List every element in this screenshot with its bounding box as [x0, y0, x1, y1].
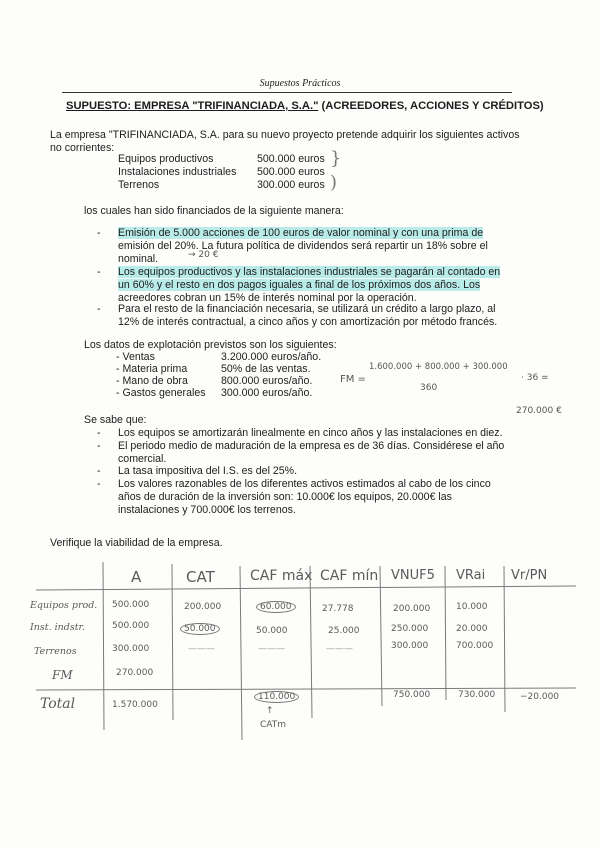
bullet-dash: - — [97, 303, 101, 315]
table-cell: 60.000 — [256, 602, 296, 612]
empty-dash: ——— — [326, 644, 353, 654]
empty-dash: ——— — [258, 644, 285, 654]
financing-line: Para el resto de la financiación necesaria, se utilizará un crédito a largo plazo, al — [118, 303, 496, 315]
asset-name: Equipos productivos — [118, 153, 214, 165]
financing-line: Los equipos productivos y las instalaciones industriales se pagarán al contado en — [118, 266, 501, 278]
table-header: VNUF5 — [391, 568, 435, 583]
known-line: La tasa impositiva del I.S. es del 25%. — [118, 465, 298, 477]
fm-numerator: 1.600.000 + 800.000 + 300.000 — [369, 362, 508, 372]
bullet-dash: - — [97, 266, 101, 278]
row-label: Equipos prod. — [30, 600, 98, 611]
fm-label: FM = — [340, 374, 366, 385]
operating-value: 50% de las ventas. — [221, 363, 311, 375]
operating-name: - Materia prima — [116, 363, 188, 375]
task-statement: Verifique la viabilidad de la empresa. — [50, 537, 223, 549]
known-line: instalaciones y 700.000€ los terrenos. — [118, 504, 296, 516]
fm-times: · 36 = — [521, 373, 549, 383]
title-main: SUPUESTO: EMPRESA "TRIFINANCIADA, S.A." — [66, 100, 319, 112]
known-intro: Se sabe que: — [84, 414, 147, 426]
row-label: FM — [52, 668, 73, 682]
operating-value: 3.200.000 euros/año. — [221, 351, 322, 363]
total-cell: 730.000 — [458, 690, 496, 700]
asset-value: 300.000 euros — [257, 179, 325, 191]
table-cell: 10.000 — [456, 602, 488, 612]
financing-line: emisión del 20%. La futura política de dividendos será repartir un 18% sobre el — [118, 240, 488, 252]
total-label: Total — [40, 696, 76, 712]
table-header: CAF mín — [320, 568, 379, 584]
financing-line: Emisión de 5.000 acciones de 100 euros de valor nominal y con una prima de — [118, 227, 484, 239]
known-line: Los equipos se amortizarán linealmente en cinco años y las instalaciones en diez. — [118, 427, 503, 439]
asset-value: 500.000 euros — [257, 166, 325, 178]
table-cell: 300.000 — [391, 641, 429, 651]
brace-mark: } — [330, 148, 342, 169]
operating-value: 300.000 euros/año. — [221, 387, 313, 399]
brace-mark: ) — [330, 172, 338, 193]
table-cell: 50.000 — [256, 626, 288, 636]
row-label: Inst. indstr. — [30, 622, 86, 633]
table-header: A — [131, 568, 142, 586]
table-cell: 500.000 — [112, 621, 150, 631]
table-cell: 50.000 — [180, 624, 220, 634]
bullet-dash: - — [97, 478, 101, 490]
operating-name: - Ventas — [116, 351, 155, 363]
bullet-dash: - — [97, 227, 101, 239]
financing-line: acreedores cobran un 15% de interés nominal por la operación. — [118, 292, 417, 304]
table-cell: 250.000 — [391, 624, 429, 634]
empty-dash: ——— — [188, 644, 215, 654]
title-sub: (ACREEDORES, ACCIONES Y CRÉDITOS) — [321, 100, 544, 112]
bullet-dash: - — [97, 440, 101, 452]
fm-result: 270.000 € — [516, 406, 562, 416]
table-cell: 300.000 — [112, 644, 150, 654]
intro-line-2: no corrientes: — [50, 142, 115, 154]
operating-name: - Mano de obra — [116, 375, 188, 387]
known-line: El periodo medio de maduración de la empresa es de 36 días. Considérese el año — [118, 440, 505, 452]
fm-denominator: 360 — [420, 383, 438, 393]
table-cell: 270.000 — [116, 668, 154, 678]
row-label: Terrenos — [34, 646, 77, 657]
operating-name: - Gastos generales — [116, 387, 206, 399]
total-cell: 1.570.000 — [112, 700, 158, 710]
bullet-dash: - — [97, 427, 101, 439]
table-cell: 25.000 — [328, 626, 360, 636]
operating-intro: Los datos de explotación previstos son los siguientes: — [84, 339, 337, 351]
margin-note: → 20 € — [188, 250, 219, 260]
operating-value: 800.000 euros/año. — [221, 375, 313, 387]
table-header: CAT — [186, 568, 215, 586]
catm-note: CATm — [260, 720, 287, 730]
arrow-mark: ↑ — [266, 706, 274, 716]
intro-line-1: La empresa "TRIFINANCIADA, S.A. para su nuevo proyecto pretende adquirir los siguientes activos — [50, 129, 520, 141]
asset-name: Terrenos — [118, 179, 160, 191]
table-header: Vr/PN — [511, 568, 548, 583]
financing-line: un 60% y el resto en dos pagos iguales a final de los próximos dos años. Los — [118, 279, 481, 291]
financing-line: 12% de interés contractual, a cinco años y con amortización por método francés. — [118, 316, 498, 328]
table-cell: 200.000 — [393, 604, 431, 614]
total-cell: 750.000 — [393, 690, 431, 700]
table-header: VRai — [456, 568, 486, 583]
bullet-dash: - — [97, 465, 101, 477]
financing-intro: los cuales han sido financiados de la siguiente manera: — [84, 205, 344, 217]
known-line: Los valores razonables de los diferentes activos estimados al cabo de los cinco — [118, 478, 491, 490]
financing-line: nominal. — [118, 253, 159, 265]
running-head: Supuestos Prácticos — [259, 78, 341, 89]
table-cell: 700.000 — [456, 641, 494, 651]
asset-name: Instalaciones industriales — [118, 166, 237, 178]
total-cell: 110.000 — [254, 692, 299, 702]
table-cell: 200.000 — [184, 602, 222, 612]
total-cell: −20.000 — [520, 692, 560, 702]
table-cell: 20.000 — [456, 624, 488, 634]
table-header: CAF máx — [250, 568, 313, 584]
asset-value: 500.000 euros — [257, 153, 325, 165]
table-cell: 27.778 — [322, 604, 354, 614]
known-line: comercial. — [118, 453, 167, 465]
table-cell: 500.000 — [112, 600, 150, 610]
known-line: años de duración de la inversión son: 10.000€ los equipos, 20.000€ las — [118, 491, 452, 503]
